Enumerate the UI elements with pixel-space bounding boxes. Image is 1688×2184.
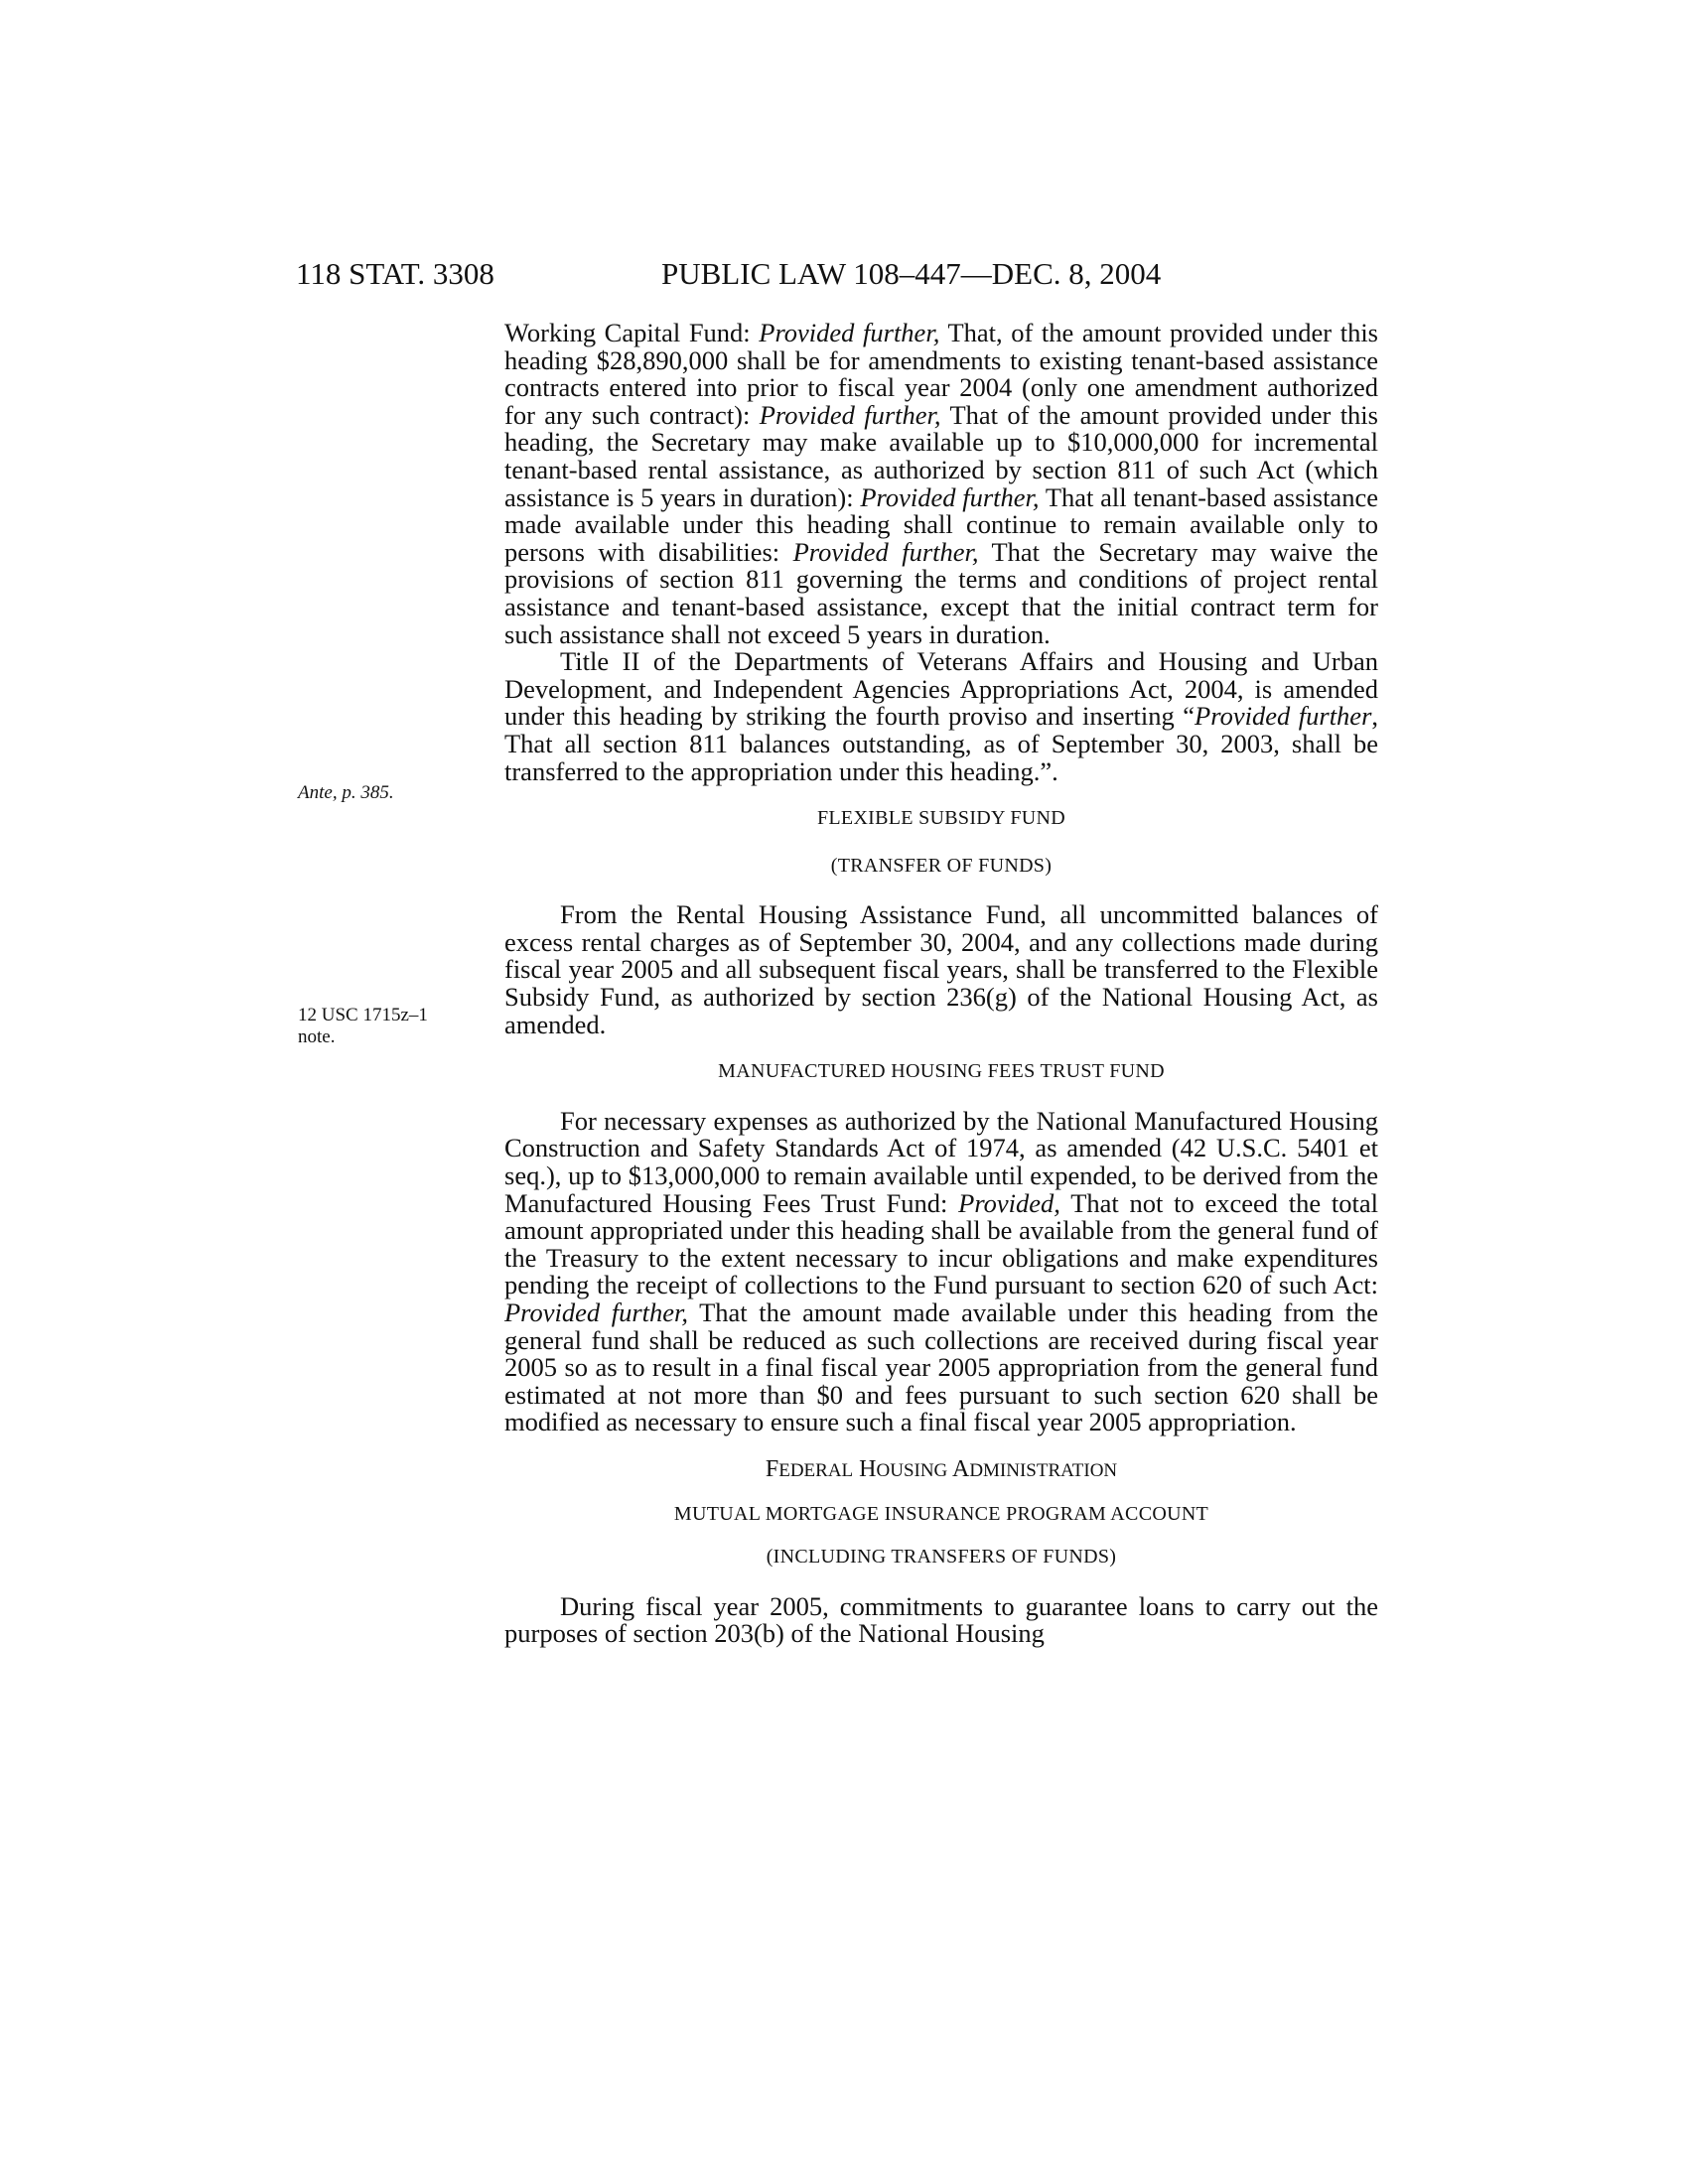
heading-federal-housing-administration: FEDERAL HOUSING ADMINISTRATION (765, 1455, 1118, 1482)
statute-page-number: 118 STAT. 3308 (296, 256, 494, 291)
paragraph-flexible-subsidy: From the Rental Housing Assistance Fund, all uncommitted balances of excess rental charges as of September 30, 2004, and any collections made during fiscal year 2005 and all subsequent fiscal years, shall be transferred to the Flexible Subsidy Fund, as authorized by section 236(g) of the National Housing Act, as amended. (504, 899, 1378, 1039)
paragraph-fiscal-year-2005-commitments: During fiscal year 2005, commitments to guarantee loans to carry out the purposes of section 203(b) of the National Housing (504, 1590, 1378, 1649)
subheading-transfer-of-funds: (TRANSFER OF FUNDS) (830, 854, 1053, 877)
paragraph-title-ii-amendment: Title II of the Departments of Veterans Affairs and Housing and Urban Development, and Independent Agencies Appropriations Act, 2004, is amended under this heading by striking the fourth proviso and inserting “Provided further, That all section 811 balances outstanding, as of September 30, 2003, shall be transferred to the appropriation under this heading.”. (504, 646, 1379, 786)
heading-flexible-subsidy-fund: FLEXIBLE SUBSIDY FUND (816, 807, 1066, 830)
paragraph-manufactured-housing: For necessary expenses as authorized by the National Manufactured Housing Construction and Safety Standards Act of 1974, as amended (42 U.S.C. 5401 et seq.), up to $13,000,000 to remain available until expended, to be derived from the Manufactured Housing Fees Trust Fund: Provided, That not to exceed the total amount appropriated under this heading shall be available from the general fund of the Treasury to the extent necessary to incur obligations and make expenditures pending the receipt of collections to the Fund pursuant to section 620 of such Act: Provided further, That the amount made available under this heading from the general fund shall be reduced as such collections are received during fiscal year 2005 so as to result in a final fiscal year 2005 appropriation from the general fund estimated at not more than $0 and fees pursuant to such section 620 shall be modified as necessary to ensure such a final fiscal year 2005 appropriation. (504, 1105, 1378, 1437)
margin-note-usc-line1: 12 USC 1715z–1 (298, 1005, 428, 1025)
subheading-including-transfers: (INCLUDING TRANSFERS OF FUNDS) (766, 1546, 1117, 1569)
subheading-mutual-mortgage-insurance: MUTUAL MORTGAGE INSURANCE PROGRAM ACCOUNT (673, 1502, 1209, 1525)
margin-note-usc-line2: note. (298, 1026, 336, 1047)
running-header (296, 254, 1398, 294)
paragraph-working-capital: Working Capital Fund: Provided further, That, of the amount provided under this heading $28,890,000 shall be for amendments to existing tenant-based assistance contracts entered into prior to fiscal year 2004 (only one amendment authorized for any such contract): Provided further, That of the amount provided under this heading, the Secretary may make available up to $10,000,000 for incremental tenant-based rental assistance, as authorized by section 811 of such Act (which assistance is 5 years in duration): Provided further, That all tenant-based assistance made available under this heading shall continue to remain available only to persons with disabilities: Provided further, That the Secretary may waive the provisions of section 811 governing the terms and conditions of project rental assistance and tenant-based assistance, except that the initial contract term for such assistance shall not exceed 5 years in duration. (504, 318, 1378, 649)
heading-manufactured-housing-fees: MANUFACTURED HOUSING FEES TRUST FUND (718, 1060, 1165, 1083)
margin-note-ante: Ante, p. 385. (298, 782, 394, 803)
margin-note-usc (298, 1005, 447, 1048)
public-law-title: PUBLIC LAW 108–447—DEC. 8, 2004 (661, 256, 1162, 291)
main-text-column (504, 320, 1378, 1648)
